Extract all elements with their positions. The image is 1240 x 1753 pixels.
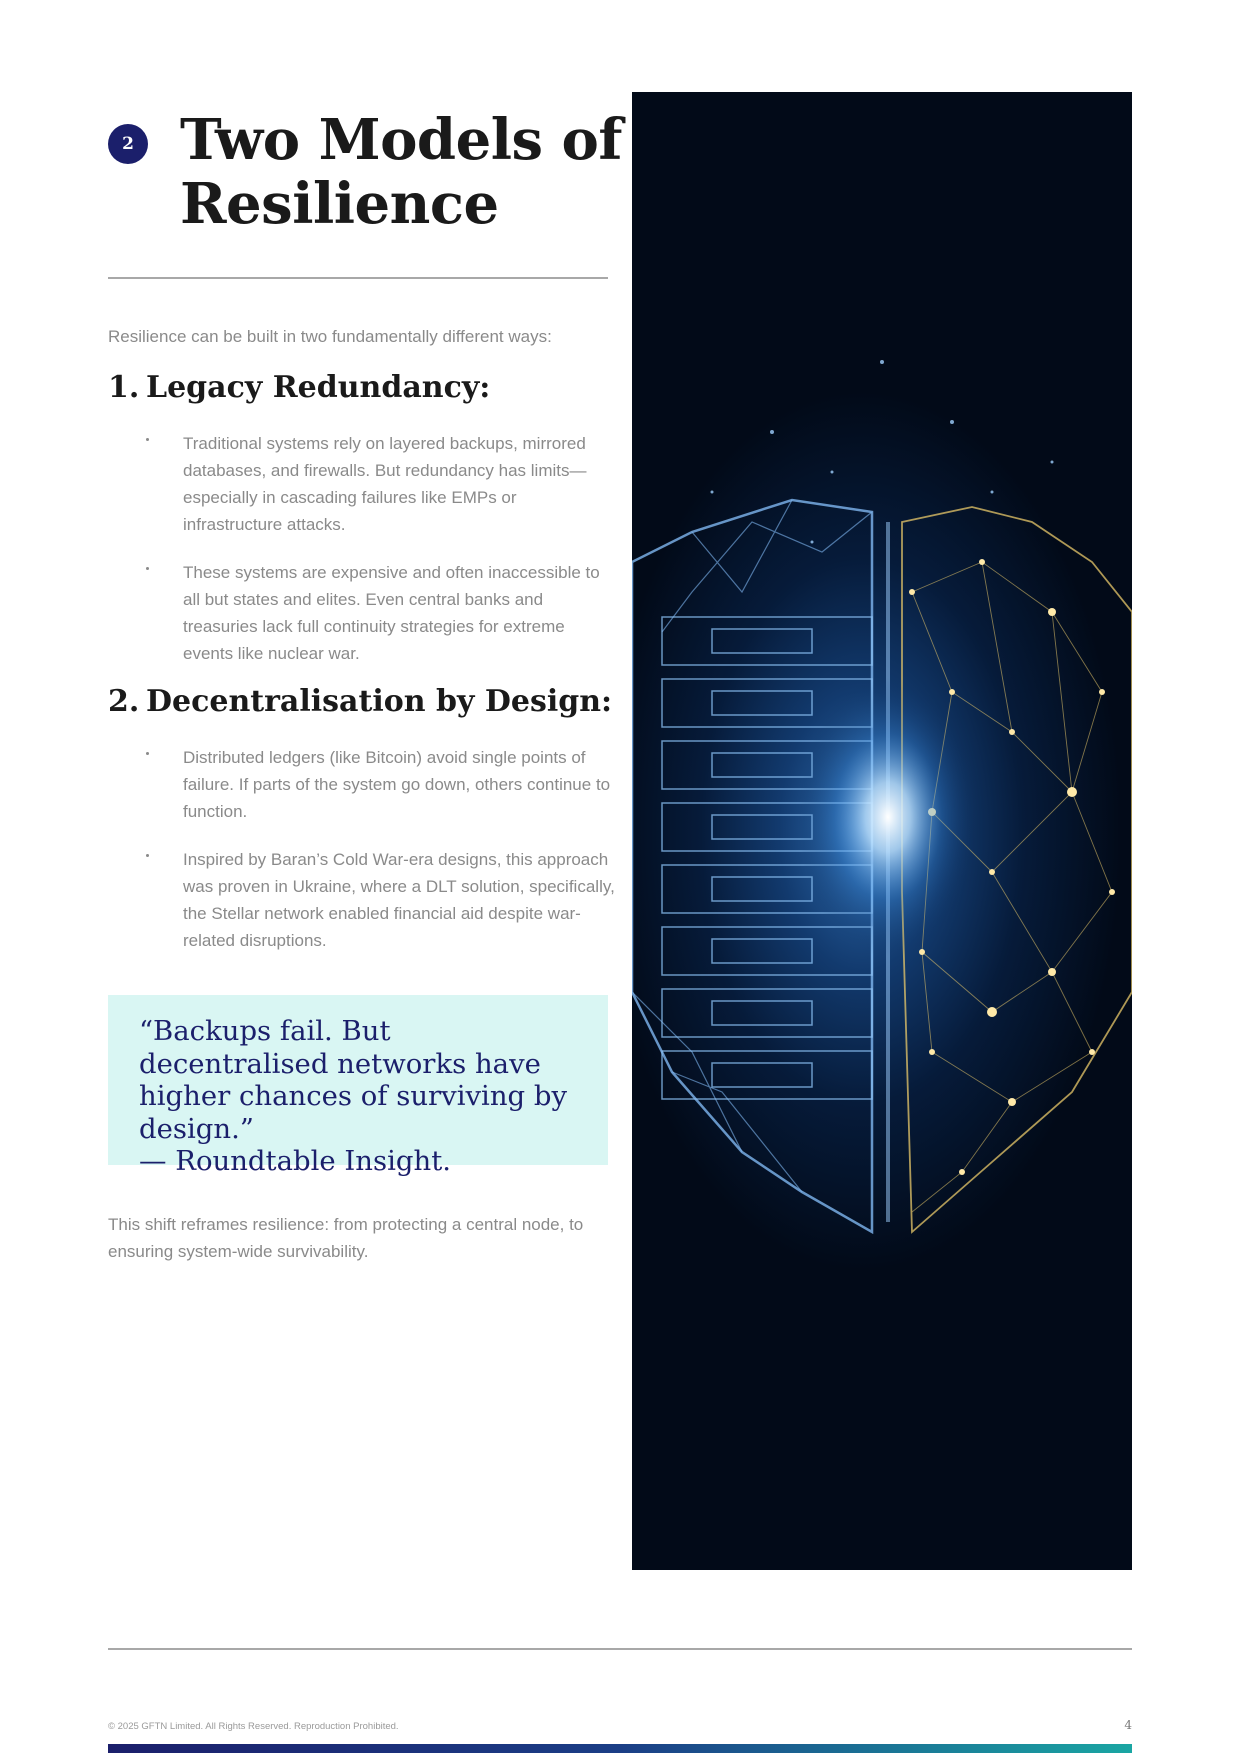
list-item <box>108 430 618 538</box>
model-heading-text: Decentralisation by Design: <box>146 684 613 719</box>
list-item <box>108 846 618 954</box>
quote-text: “Backups fail. But decentralised networks have higher chances of surviving by design.” <box>139 1015 568 1145</box>
quote-attribution: — Roundtable Insight. <box>139 1145 451 1177</box>
footer-gradient-bar <box>108 1744 1132 1753</box>
page-title: Two Models of Resilience <box>180 107 622 237</box>
model-number: 2. <box>108 684 140 719</box>
bullet-marker <box>146 854 149 857</box>
legacy-redundancy-list <box>108 430 618 688</box>
list-item <box>108 744 618 825</box>
bullet-marker <box>146 752 149 755</box>
model-number: 1. <box>108 370 140 405</box>
model-heading-legacy-redundancy <box>108 370 490 406</box>
bullet-text: These systems are expensive and often inaccessible to all but states and elites. Even central banks and treasuries lack full continuity strategies for extreme events like nuclear war. <box>183 563 600 663</box>
section-number-badge: 2 <box>108 124 148 164</box>
bullet-marker <box>146 567 149 570</box>
bullet-text: Distributed ledgers (like Bitcoin) avoid single points of failure. If parts of the system go down, others continue to function. <box>183 748 611 821</box>
footer-divider <box>108 1648 1132 1650</box>
pull-quote <box>108 995 608 1177</box>
bullet-marker <box>146 438 149 441</box>
title-divider <box>108 277 608 279</box>
model-heading-decentralisation <box>108 684 612 720</box>
copyright-notice: © 2025 GFTN Limited. All Rights Reserved. Reproduction Prohibited. <box>108 1721 399 1732</box>
shield-illustration <box>632 92 1132 1570</box>
bullet-text: Traditional systems rely on layered backups, mirrored databases, and firewalls. But redundancy has limits—especially in cascading failures like EMPs or infrastructure attacks. <box>183 434 587 534</box>
page-number: 4 <box>1124 1718 1132 1732</box>
closing-paragraph: This shift reframes resilience: from protecting a central node, to ensuring system-wide survivability. <box>108 1215 584 1261</box>
server-network-shield-image <box>632 92 1132 1570</box>
bullet-text: Inspired by Baran’s Cold War-era designs, this approach was proven in Ukraine, where a DLT solution, specifically, the Stellar network enabled financial aid despite war-related disruptions. <box>183 850 615 950</box>
list-item <box>108 559 618 667</box>
center-glow <box>798 677 978 957</box>
sparkle-particles <box>711 360 1054 544</box>
model-heading-text: Legacy Redundancy: <box>146 370 491 405</box>
intro-paragraph: Resilience can be built in two fundamentally different ways: <box>108 327 552 346</box>
decentralisation-list <box>108 744 618 975</box>
